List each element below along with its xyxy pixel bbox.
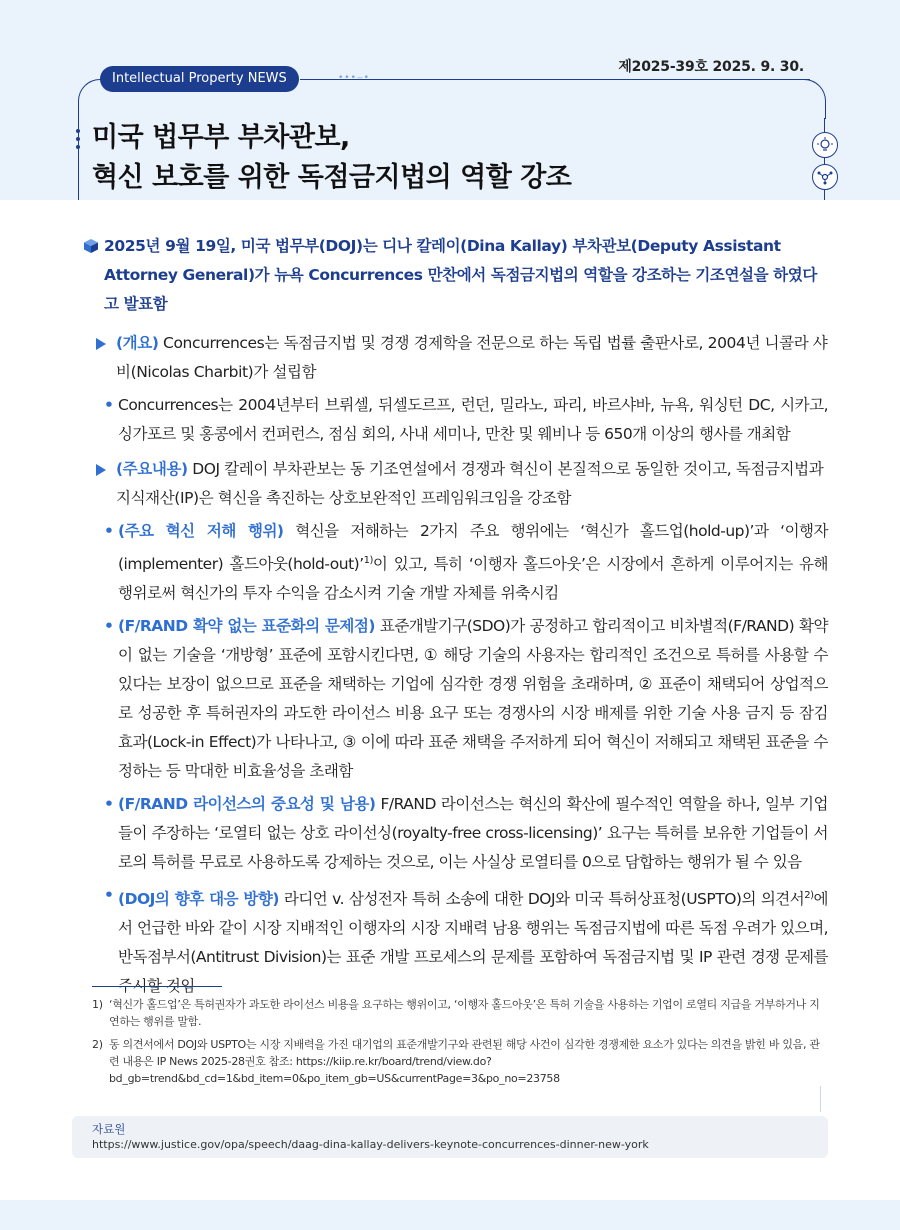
article-body: [84, 232, 828, 1001]
dot-bullet-icon: •: [104, 617, 114, 636]
section-main-content: [84, 455, 828, 513]
dot-bullet-icon: •: [104, 886, 114, 905]
source-box: [72, 1116, 828, 1158]
decorative-left-dots: [76, 125, 82, 153]
sub-item: [84, 790, 828, 877]
footnote-divider: [92, 986, 222, 987]
sub-text-continued: 이 있고, 특히 ‘이행자 홀드아웃’은 시장에서 흔하게 이루어지는 유해 행위로써 혁신가의 투자 수익을 감소시켜 기술 개발 자체를 위축시킴: [118, 555, 828, 603]
news-label-pill: Intellectual Property NEWS: [100, 66, 299, 92]
section-text: DOJ 칼레이 부차관보는 동 기조연설에서 경쟁과 혁신이 본질적으로 동일한 것이고, 독점금지법과 지식재산(IP)은 혁신을 촉진하는 상호보완적인 프레임워크임을 강조함: [116, 460, 824, 507]
issue-number: 제2025-39호 2025. 9. 30.: [618, 59, 804, 75]
page-title: [92, 118, 571, 198]
footnote: [92, 996, 828, 1030]
network-icon: [812, 164, 838, 190]
sub-item: [84, 517, 828, 608]
decorative-dots: •••‒•: [338, 73, 370, 83]
section-label: (개요): [116, 334, 159, 352]
title-line-2: 혁신 보호를 위한 독점금지법의 역할 강조: [92, 162, 572, 193]
section-overview: [84, 329, 828, 387]
sub-text: 혁신을 저해하는 2가지 주요 행위에는 ‘혁신가 홀드업(hold-up)’과 ‘이행자(implementer) 홀드아웃(hold-out)’: [118, 522, 828, 574]
section-text: Concurrences는 독점금지법 및 경쟁 경제학을 전문으로 하는 독립 법률 출판사로, 2004년 니콜라 샤비(Nicolas Charbit)가 설립함: [116, 334, 828, 381]
footnotes: [92, 996, 828, 1093]
footnote: [92, 1036, 828, 1087]
dot-bullet-icon: •: [104, 396, 114, 414]
frame-top-line: [300, 79, 810, 80]
sub-text: Concurrences는 2004년부터 브뤼셀, 뒤셀도르프, 런던, 밀라노, 파리, 바르샤바, 뉴욕, 워싱턴 DC, 시카고, 싱가포르 및 홍콩에서 컨퍼런스, 점심 회의, 사내 세미나, 만찬 및 웨비나 등 650개 이상의 행사를 개최함: [118, 396, 828, 443]
sub-text-continued: 에서 언급한 바와 같이 시장 지배적인 이행자의 시장 지배력 남용 행위는 독점금지법에 따른 독점 우려가 있으며, 반독점부서(Antitrust Division)는 표준 개발 프로세스의 문제를 포함하여 독점금지법 및 IP 관련 경쟁 문제를 주시할 것임: [118, 890, 828, 996]
sub-item: [84, 881, 828, 1001]
source-link[interactable]: https://www.justice.gov/opa/speech/daag-dina-kallay-delivers-keynote-concurrences-dinner-new-york: [92, 1138, 649, 1151]
sub-label: (F/RAND 라이선스의 중요성 및 남용): [118, 795, 376, 814]
footnote-text: 동 의견서에서 DOJ와 USPTO는 시장 지배력을 가진 대기업의 표준개발기구와 관련된 해당 사건이 심각한 경쟁제한 요소가 있다는 의견을 밝힌 바 있음, 관련 내용은 IP News 2025-28권호 참조: https://kiip.re.kr/board/trend/view.do?bd_gb=trend&bd_cd=1&bd_item=0&po_item_gb=US&currentPage=3&po_no=23758: [109, 1038, 820, 1085]
footnote-ref: 1): [363, 555, 373, 566]
footnote-ref: 2): [804, 890, 814, 902]
sub-label: (DOJ의 향후 대응 방향): [118, 890, 279, 909]
triangle-bullet-icon: [96, 464, 106, 476]
divider: [820, 1086, 821, 1112]
sub-text: 라디언 v. 삼성전자 특허 소송에 대한 DOJ와 미국 특허상표청(USPTO)의 의견서: [278, 890, 805, 909]
triangle-bullet-icon: [96, 338, 106, 350]
footnote-number: 2): [92, 1038, 103, 1051]
sub-text: 표준개발기구(SDO)가 공정하고 합리적이고 비차별적(F/RAND) 확약이 없는 기술을 ‘개방형’ 표준에 포함시킨다면, ① 해당 기술의 사용자는 합리적인 조건으로 특허를 사용할 수 있다는 보장이 없으므로 표준을 채택하는 기업에 심각한 경쟁 위험을 초래하며, ② 표준이 채택되어 상업적으로 성공한 후 특허권자의 과도한 라이선스 비용 요구 또는 경쟁사의 시장 배제를 위한 기술 사용 금지 등 잠김 효과(Lock-in Effect)가 나타나고, ③ 이에 따라 표준 채택을 주저하게 되어 혁신이 저해되고 채택된 표준을 수정하는 등 막대한 비효율성을 초래함: [118, 617, 828, 781]
sub-item: [84, 612, 828, 786]
dot-bullet-icon: •: [104, 522, 114, 540]
dot-bullet-icon: •: [104, 795, 114, 814]
section-label: (주요내용): [116, 460, 188, 478]
frame-left-line: [78, 110, 79, 200]
cube-bullet-icon: [84, 239, 98, 253]
lead-paragraph: [84, 232, 828, 319]
title-line-1: 미국 법무부 부차관보,: [92, 122, 350, 153]
sub-text: F/RAND 라이선스는 혁신의 확산에 필수적인 역할을 하나, 일부 기업들이 주장하는 ‘로열티 없는 상호 라이선싱(royalty-free cross-licensing)’ 요구는 특허를 보유한 기업들이 서로의 특허를 무료로 사용하도록 강제하는 것으로, 이는 사실상 로열티를 0으로 담합하는 행위가 될 수 있음: [118, 795, 828, 872]
source-label: 자료원: [92, 1122, 126, 1136]
lightbulb-icon: [812, 132, 838, 158]
footnote-number: 1): [92, 998, 103, 1011]
sub-label: (주요 혁신 저해 행위): [118, 522, 284, 540]
sub-label: (F/RAND 확약 없는 표준화의 문제점): [118, 617, 375, 636]
sub-item: [84, 391, 828, 449]
footer-bar: [0, 1200, 900, 1230]
footnote-text: ‘혁신가 홀드업’은 특허권자가 과도한 라이선스 비용을 요구하는 행위이고, ‘이행자 홀드아웃’은 특허 기술을 사용하는 기업이 로열티 지급을 거부하거나 지연하는 행위를 말함.: [109, 998, 820, 1028]
lead-text: 2025년 9월 19일, 미국 법무부(DOJ)는 디나 칼레이(Dina Kallay) 부차관보(Deputy Assistant Attorney General)가 뉴욕 Concurrences 만찬에서 독점금지법의 역할을 강조하는 기조연설을 하였다고 발표함: [104, 237, 817, 313]
